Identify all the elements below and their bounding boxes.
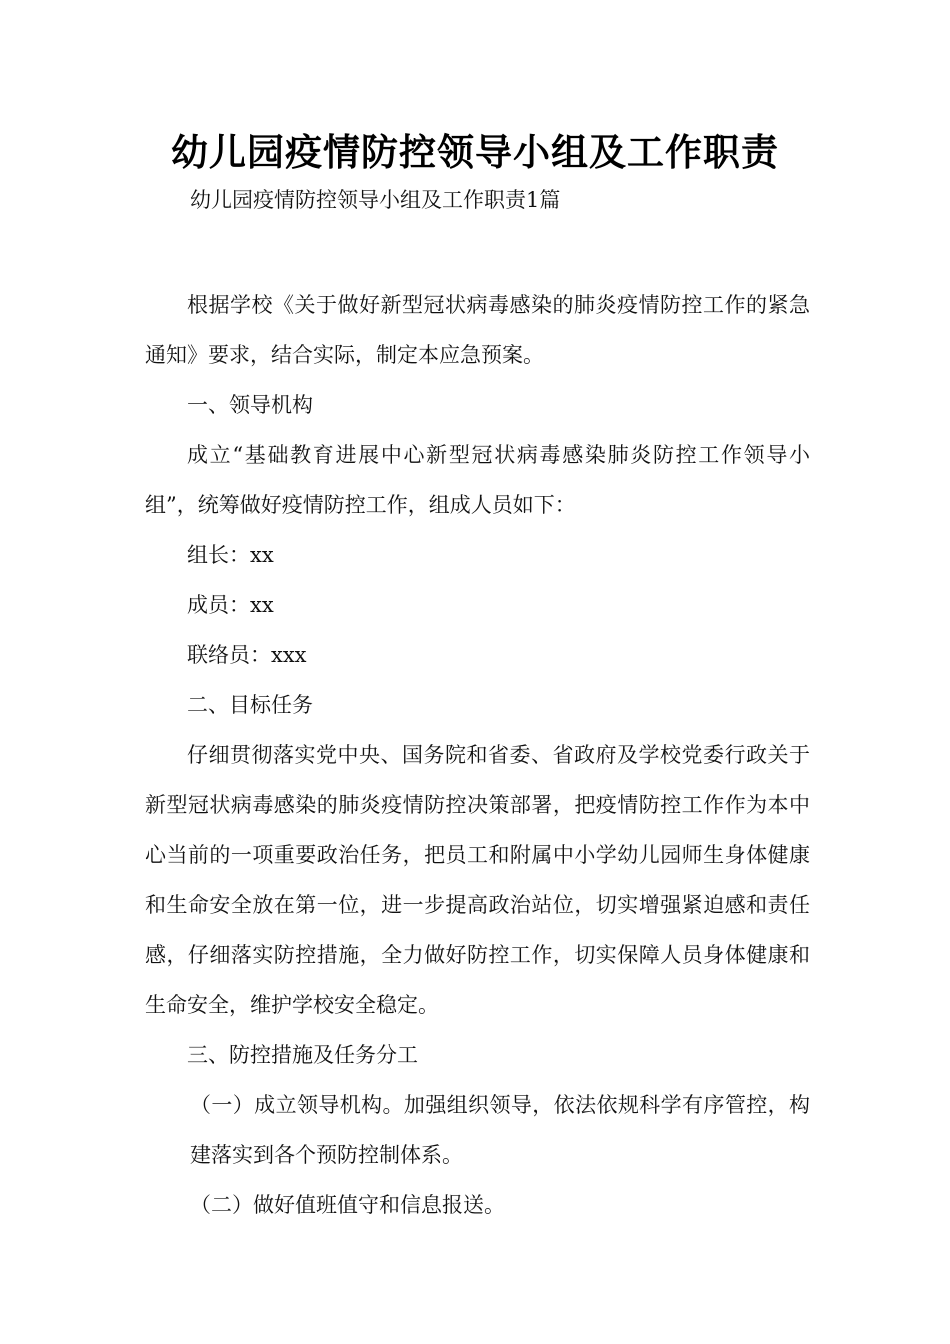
heading-leadership: 一、领导机构 [187, 393, 313, 417]
member-liaison: 联络员：xxx [187, 643, 307, 667]
member-leader: 组长：xx [187, 543, 274, 567]
document-title: 幼儿园疫情防控领导小组及工作职责 [171, 131, 779, 174]
heading-measures: 三、防控措施及任务分工 [187, 1043, 418, 1067]
document-subtitle: 幼儿园疫情防控领导小组及工作职责1篇 [190, 188, 561, 212]
heading-goals: 二、目标任务 [187, 693, 313, 717]
measure-item-2: （二）做好值班值守和信息报送。 [190, 1193, 505, 1217]
paragraph-intro: 根据学校《关于做好新型冠状病毒感染的肺炎疫情防控工作的紧急通知》要求，结合实际，制定本应急预案。 [145, 293, 810, 367]
document-body [145, 280, 810, 1230]
member-members: 成员：xx [187, 593, 274, 617]
paragraph-goals: 仔细贯彻落实党中央、国务院和省委、省政府及学校党委行政关于新型冠状病毒感染的肺炎疫情防控决策部署，把疫情防控工作作为本中心当前的一项重要政治任务，把员工和附属中小学幼儿园师生身体健康和生命安全放在第一位，进一步提高政治站位，切实增强紧迫感和责任感，仔细落实防控措施，全力做好防控工作，切实保障人员身体健康和生命安全，维护学校安全稳定。 [145, 743, 810, 1017]
measure-item-1: （一）成立领导机构。加强组织领导，依法依规科学有序管控，构建落实到各个预防控制体系。 [190, 1093, 810, 1167]
paragraph-group: 成立“基础教育进展中心新型冠状病毒感染肺炎防控工作领导小组”，统筹做好疫情防控工作，组成人员如下： [145, 443, 810, 517]
